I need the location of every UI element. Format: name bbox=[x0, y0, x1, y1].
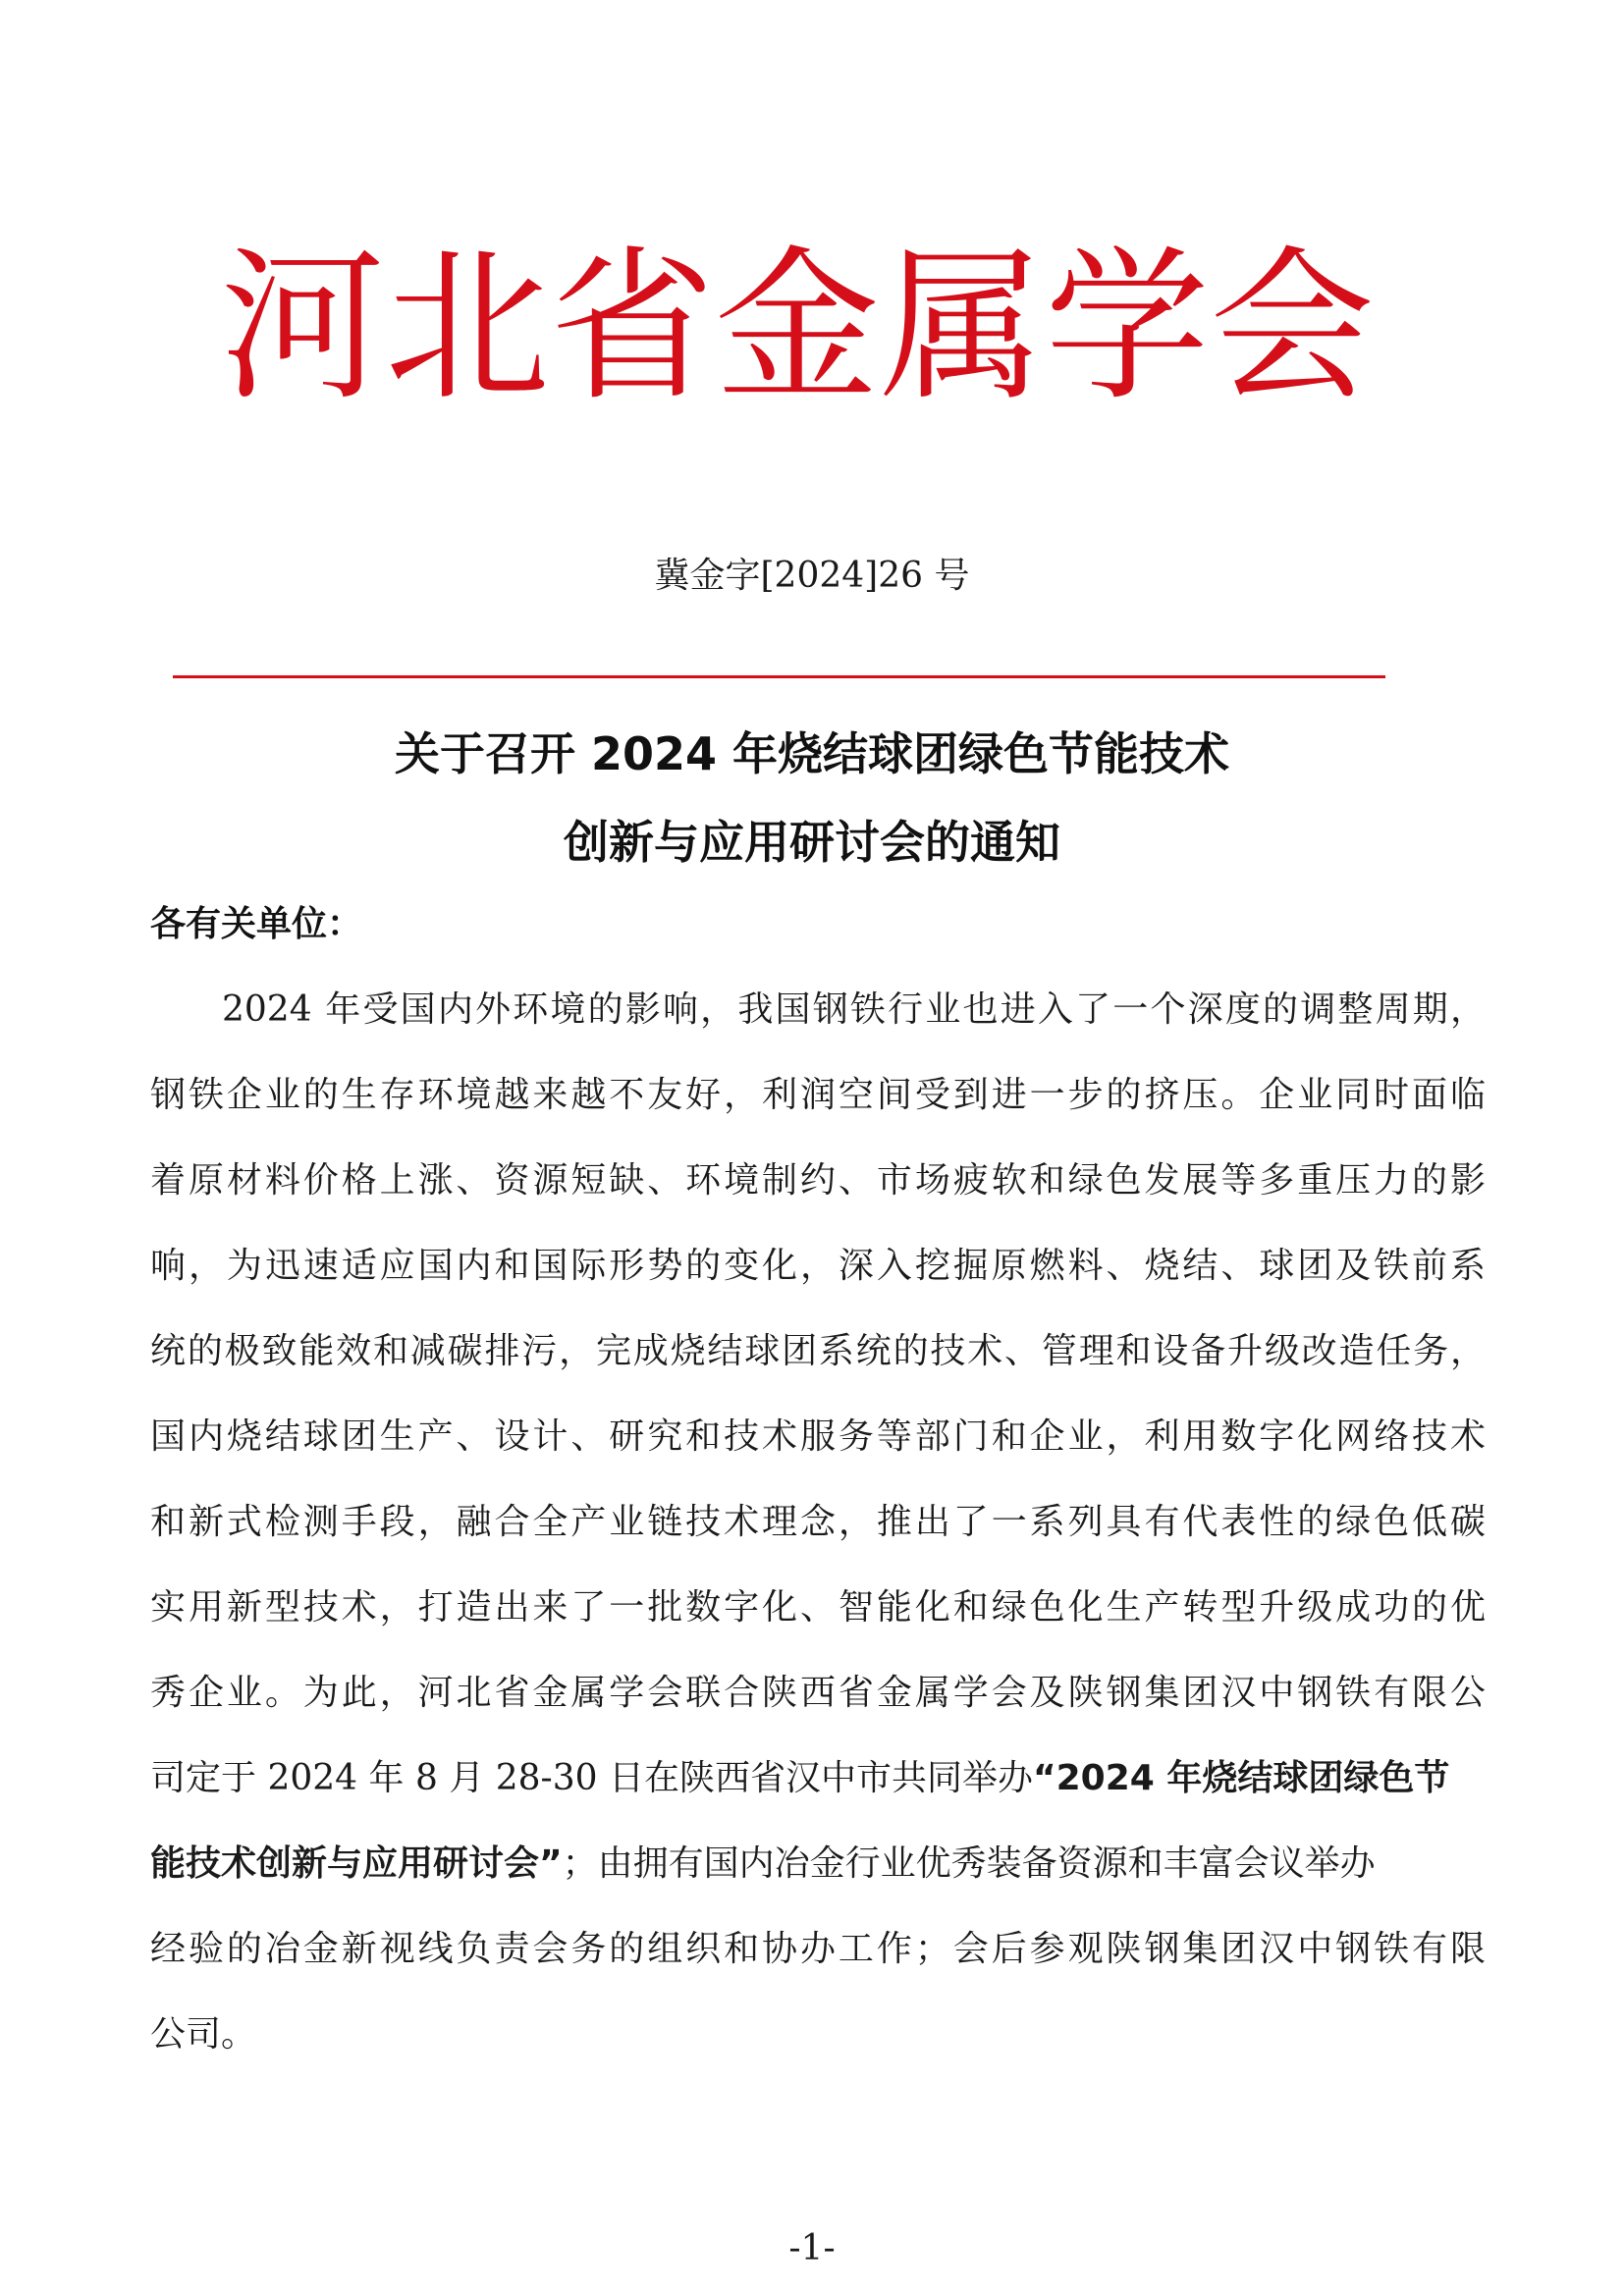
body-text-plain: 司定于 2024 年 8 月 28-30 日在陕西省汉中市共同举办 bbox=[150, 1758, 1033, 1798]
body-line: 经验的冶金新视线负责会务的组织和协办工作；会后参观陕钢集团汉中钢铁有限 bbox=[150, 1929, 1486, 1969]
body-line: 响，为迅速适应国内和国际形势的变化，深入挖掘原燃料、烧结、球团及铁前系 bbox=[150, 1246, 1486, 1286]
event-name-bold: “2024 年烧结球团绿色节 bbox=[1032, 1758, 1450, 1798]
red-divider bbox=[173, 675, 1385, 678]
body-line: 统的极致能效和减碳排污，完成烧结球团系统的技术、管理和设备升级改造任务， bbox=[150, 1331, 1486, 1371]
body-text-plain: ；由拥有国内冶金行业优秀装备资源和丰富会议举办 bbox=[562, 1843, 1376, 1884]
body-line: 2024 年受国内外环境的影响，我国钢铁行业也进入了一个深度的调整周期， bbox=[222, 989, 1486, 1030]
body-line-mixed bbox=[150, 1840, 1486, 1889]
body-line: 和新式检测手段，融合全产业链技术理念，推出了一系列具有代表性的绿色低碳 bbox=[150, 1502, 1486, 1542]
body-line: 钢铁企业的生存环境越来越不友好，利润空间受到进一步的挤压。企业同时面临 bbox=[150, 1075, 1486, 1115]
document-number: 冀金字[2024]26 号 bbox=[654, 556, 970, 596]
salutation: 各有关单位： bbox=[150, 904, 363, 944]
body-line: 公司。 bbox=[150, 2014, 257, 2055]
body-line: 秀企业。为此，河北省金属学会联合陕西省金属学会及陕钢集团汉中钢铁有限公 bbox=[150, 1673, 1486, 1713]
body-line-mixed bbox=[150, 1754, 1486, 1803]
body-line: 着原材料价格上涨、资源短缺、环境制约、市场疲软和绿色发展等多重压力的影 bbox=[150, 1160, 1486, 1201]
page-number: -1- bbox=[788, 2228, 836, 2269]
body-line: 国内烧结球团生产、设计、研究和技术服务等部门和企业，利用数字化网络技术 bbox=[150, 1416, 1486, 1457]
body-line: 实用新型技术，打造出来了一批数字化、智能化和绿色化生产转型升级成功的优 bbox=[150, 1587, 1486, 1628]
notice-title-line-2: 创新与应用研讨会的通知 bbox=[564, 816, 1060, 869]
event-name-bold: 能技术创新与应用研讨会” bbox=[150, 1843, 563, 1884]
letterhead: 河北省金属学会 bbox=[220, 231, 1375, 423]
notice-title-line-1: 关于召开 2024 年烧结球团绿色节能技术 bbox=[394, 727, 1230, 780]
